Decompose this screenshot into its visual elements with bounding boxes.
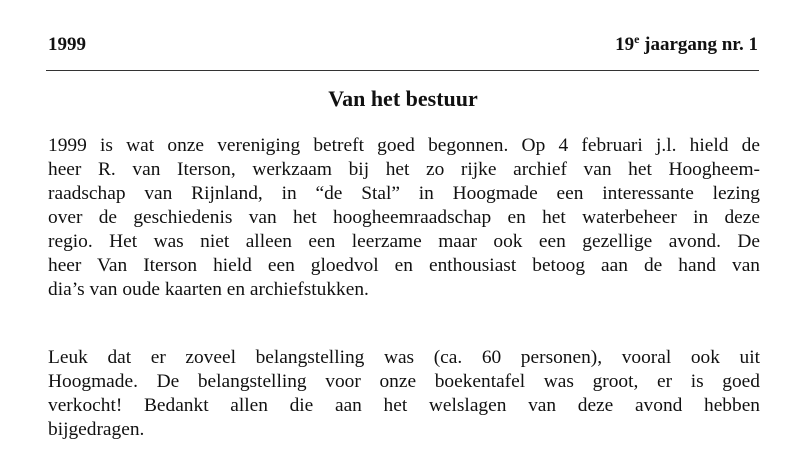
header-divider [46,70,759,71]
paragraph-line: heer Van Iterson hield een gloedvol en enthousiast betoog aan de hand van [48,255,760,276]
issue-superscript: e [634,32,640,46]
paragraph-1 [48,134,760,302]
paragraph-line: raadschap van Rijnland, in “de Stal” in Hoogmade een interessante lezing [48,183,760,204]
paragraph-line: dia’s van oude kaarten en archiefstukken. [48,279,369,300]
header-issue [615,34,758,56]
paragraph-line: Leuk dat er zoveel belangstelling was (ca. 60 personen), vooral ook uit [48,347,760,368]
issue-number: 19 [615,34,635,55]
issue-label: jaargang nr. 1 [639,34,758,55]
paragraph-line: over de geschiedenis van het hoogheemraadschap en het waterbeheer in deze [48,207,760,228]
paragraph-line: Hoogmade. De belangstelling voor onze boekentafel was groot, er is goed [48,371,760,392]
paragraph-line: bijgedragen. [48,419,145,440]
page-header [48,34,758,64]
paragraph-line: verkocht! Bedankt allen die aan het welslagen van deze avond hebben [48,395,760,416]
article-title: Van het bestuur [328,86,478,111]
paragraph-line: 1999 is wat onze vereniging betreft goed begonnen. Op 4 februari j.l. hield de [48,135,760,156]
header-year: 1999 [48,34,86,55]
paragraph-line: regio. Het was niet alleen een leerzame maar ook een gezellige avond. De [48,231,760,252]
paragraph-line: heer R. van Iterson, werkzaam bij het zo rijke archief van het Hoogheem- [48,159,760,180]
paragraph-2 [48,346,760,442]
